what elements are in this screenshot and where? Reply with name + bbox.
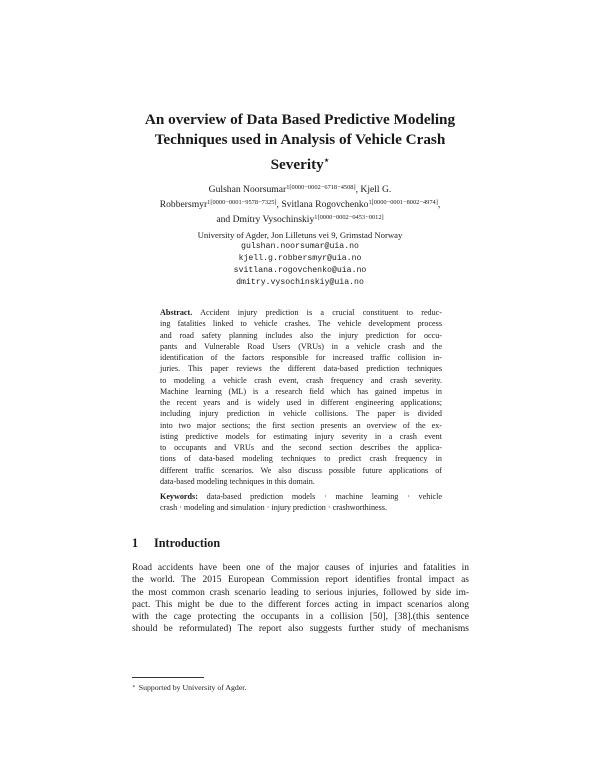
title-line: An overview of Data Based Predictive Modeling bbox=[144, 111, 456, 128]
keywords-text: data-based prediction models · machine learning · vehicle bbox=[197, 492, 442, 501]
footnote-mark: ⋆ bbox=[132, 684, 136, 690]
abstract-line: including injury prediction in vehicle collisions. The paper is divided bbox=[160, 409, 442, 419]
body-line: Road accidents have been one of the major causes of injuries and fatalities in bbox=[132, 563, 469, 573]
title-line bbox=[110, 150, 490, 175]
title-line-text: Severity bbox=[270, 156, 324, 173]
body-line: the most common crash scenario leading to serious injuries, followed by side im- bbox=[132, 587, 469, 598]
author-separator: , bbox=[437, 199, 441, 210]
abstract-line: and road safety planning includes also the injury prediction for occu- bbox=[160, 330, 442, 340]
body-line: pact. This might be due to the different forces acting in impact scenarios along bbox=[132, 599, 469, 610]
affiliation bbox=[100, 229, 500, 289]
author-line bbox=[100, 196, 500, 211]
abstract-line: juries. This paper reviews the different data-based prediction techniques bbox=[160, 364, 442, 374]
footnote-rule bbox=[132, 677, 204, 678]
paper-title bbox=[110, 110, 490, 175]
abstract-line: to occupants and VRUs and the second section describes the applica- bbox=[160, 443, 442, 452]
abstract-line: data-based modeling techniques in this domain. bbox=[160, 476, 315, 486]
orcid-id: 1[0000−0002−6718−4508] bbox=[286, 184, 356, 191]
abstract-line: ing fatalities linked to vehicle crashes. The vehicle development process bbox=[160, 319, 442, 329]
author-email: gulshan.noorsumar@uia.no bbox=[241, 242, 359, 251]
title-line: Techniques used in Analysis of Vehicle Crash bbox=[154, 131, 446, 148]
abstract-line: identification of the factors responsible for increased traffic collision in- bbox=[160, 353, 442, 362]
author-name: and Dmitry Vysochinskiy bbox=[216, 214, 315, 225]
abstract-label: Abstract. bbox=[160, 308, 193, 317]
affiliation-org: University of Agder, Jon Lilletuns vei 9, Grimstad Norway bbox=[197, 230, 403, 240]
author-line bbox=[100, 181, 500, 196]
abstract-text: Accident injury prediction is a crucial constituent to reduc- bbox=[192, 308, 442, 317]
abstract-line: the recent years and is widely used in different engineering applications; bbox=[160, 398, 442, 407]
section-title: Introduction bbox=[154, 536, 221, 550]
abstract-line: tions of data-based modeling techniques to predict crash frequency in bbox=[160, 454, 442, 464]
author-email: svitlana.rogovchenko@uia.no bbox=[233, 266, 367, 275]
orcid-id: 1[0000−0001−9578−7325] bbox=[207, 199, 277, 206]
footnote bbox=[132, 683, 246, 692]
author-name: , Kjell G. bbox=[355, 184, 392, 195]
orcid-id: 1[0000−0001−8002−4974] bbox=[368, 199, 438, 206]
abstract bbox=[160, 307, 442, 487]
abstract-line: different traffic scenarios. We also discuss possible future applications of bbox=[160, 465, 442, 475]
author-name: , Svitlana Rogovchenko bbox=[276, 199, 369, 210]
orcid-id: 1[0000−0002−0453−0012] bbox=[314, 214, 384, 221]
section-heading bbox=[132, 536, 220, 551]
body-line: should be reformulated) The report also suggests further study of mechanisms bbox=[132, 624, 469, 635]
section-number: 1 bbox=[132, 536, 139, 550]
keywords-line: crash · modeling and simulation · injury prediction · crashworthiness. bbox=[160, 503, 387, 513]
body-text bbox=[132, 562, 469, 636]
abstract-line: pants and Vulnerable Road Users (VRUs) in a vehicle crash and the bbox=[160, 341, 442, 351]
author-line bbox=[100, 211, 500, 226]
abstract-line: to modeling a vehicle crash event, crash frequency and crash severity. bbox=[160, 375, 442, 385]
title-footnote-mark: ⋆ bbox=[323, 155, 330, 165]
abstract-line: Machine learning (ML) is a research field which has gained impetus in bbox=[160, 386, 442, 396]
author-email: kjell.g.robbersmyr@uia.no bbox=[238, 254, 362, 263]
abstract-line bbox=[160, 307, 442, 318]
keywords bbox=[160, 491, 442, 514]
keywords-label: Keywords: bbox=[160, 492, 198, 501]
abstract-line: into two major sections; the first section presents an overview of the ex- bbox=[160, 420, 442, 430]
author-name: Gulshan Noorsumar bbox=[208, 184, 287, 195]
author-name: Robbersmyr bbox=[159, 199, 208, 210]
author-email: dmitry.vysochinskiy@uia.no bbox=[236, 278, 364, 287]
body-line: the world. The 2015 European Commission report identifies frontal impact as bbox=[132, 575, 469, 586]
footnote-text: Supported by University of Agder. bbox=[138, 683, 247, 692]
abstract-line: isting predictive models for estimating injury severity in a crash event bbox=[160, 431, 442, 441]
keywords-line bbox=[160, 491, 442, 502]
body-line: with the cage protecting the occupants in a collision [50], [38].(this sentence bbox=[132, 612, 469, 622]
author-list bbox=[100, 181, 500, 226]
